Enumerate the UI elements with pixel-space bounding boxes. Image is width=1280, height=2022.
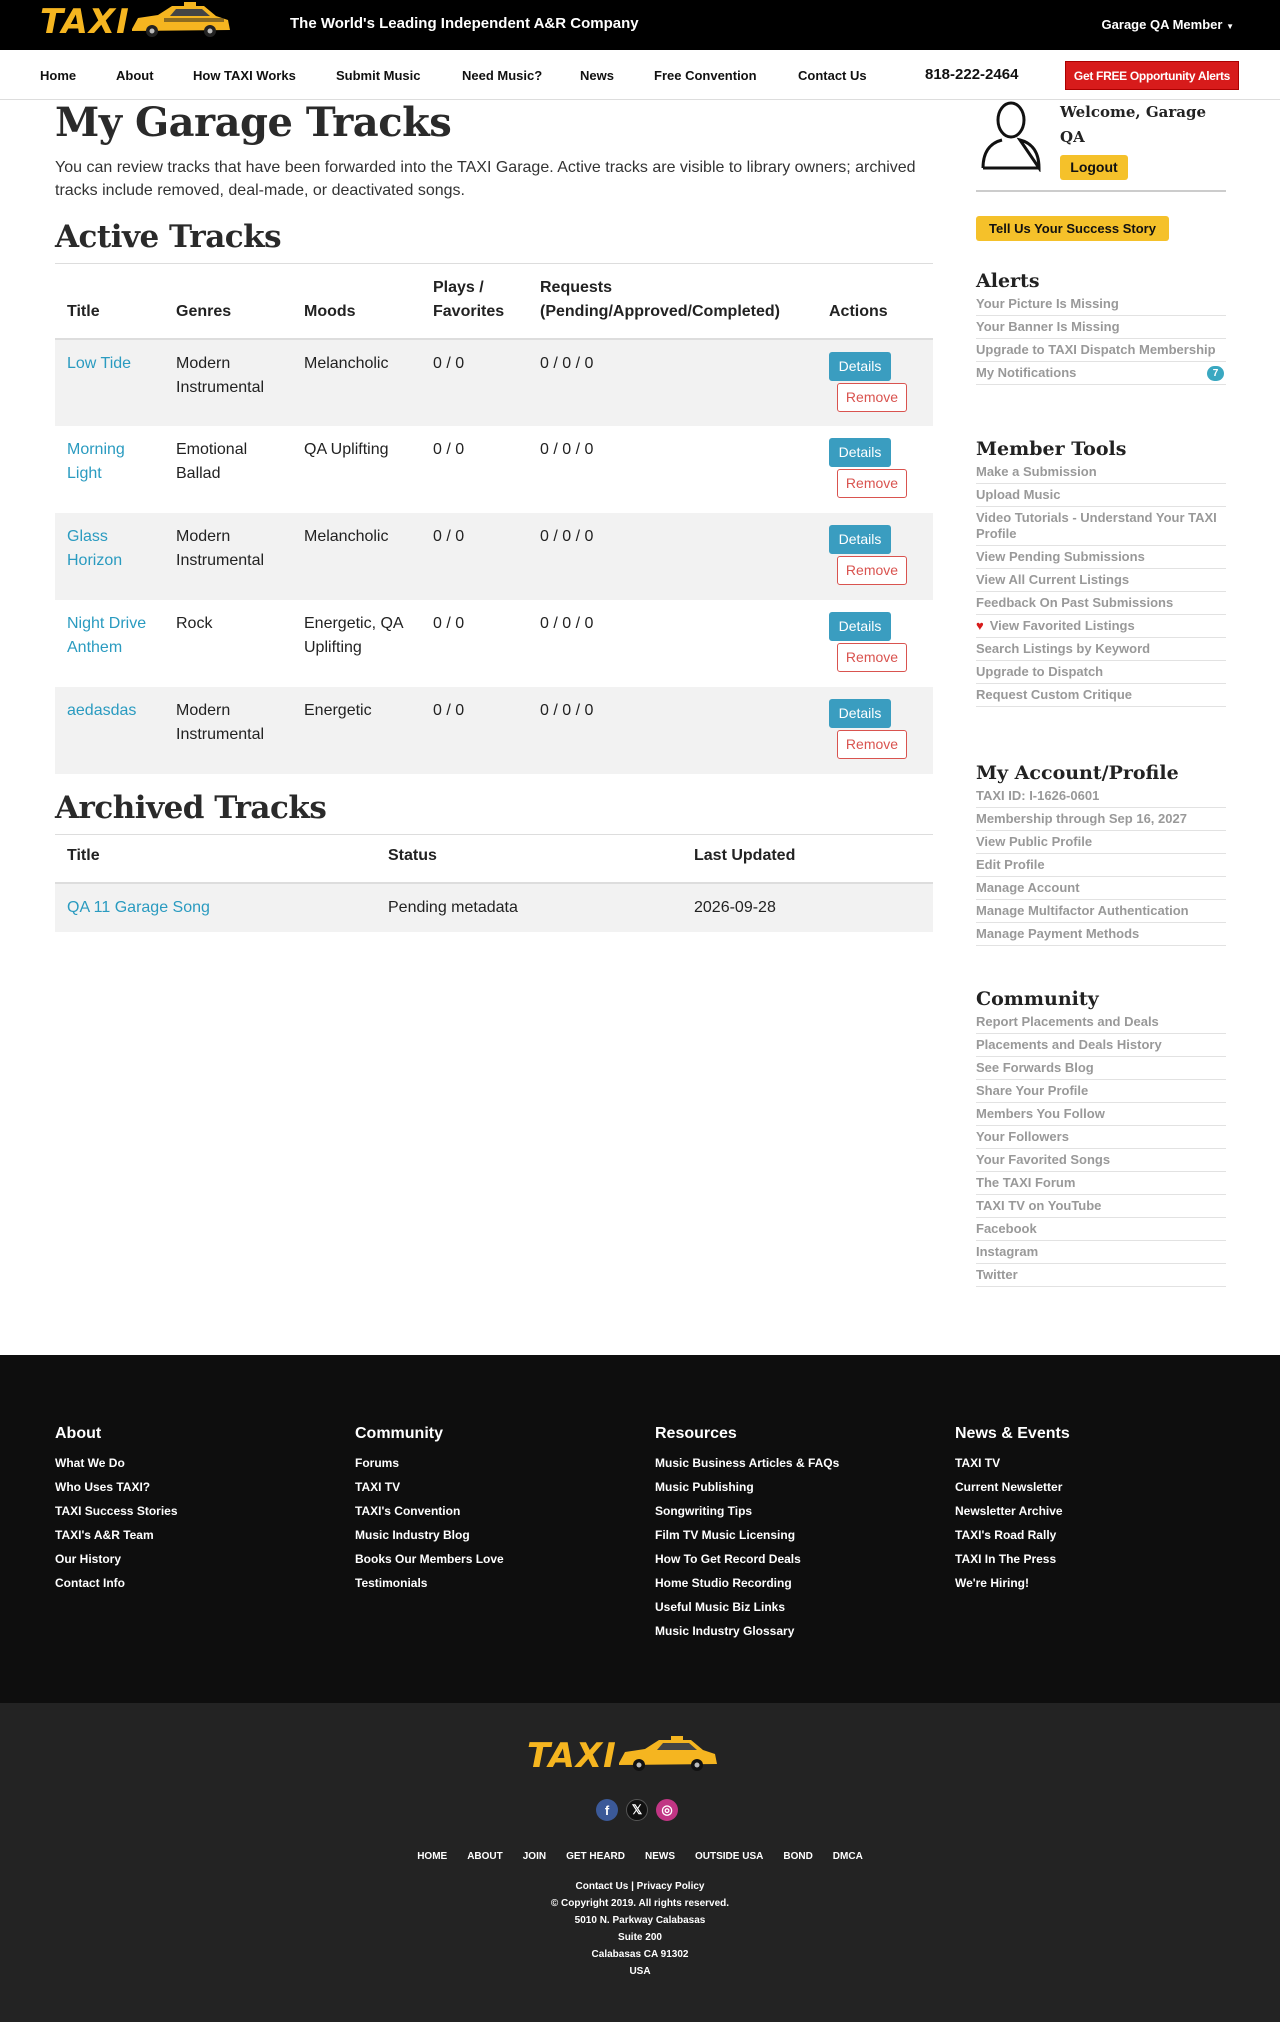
footer-taxi-cab-icon [611,1736,721,1776]
nav-submit-music[interactable]: Submit Music [336,68,421,83]
footer-col-community [355,1425,504,1595]
member-tool-link-label: Request Custom Critique [976,687,1133,702]
success-story-button[interactable]: Tell Us Your Success Story [976,216,1169,241]
footer-link[interactable]: How To Get Record Deals [655,1552,801,1566]
footer-legal [0,1878,1280,1980]
footer-link[interactable]: TAXI TV [955,1456,1001,1470]
heart-icon: ♥ [976,618,984,633]
footer-link[interactable]: We're Hiring! [955,1576,1029,1590]
address-line: 5010 N. Parkway Calabasas [574,1915,706,1926]
footer-link[interactable]: TAXI's A&R Team [55,1528,154,1542]
member-menu-label: Garage QA Member [1101,17,1223,32]
main-content [55,100,933,932]
table-row [55,883,933,932]
footer-col-heading: News & Events [955,1425,1070,1442]
details-button[interactable]: Details [829,352,891,381]
member-tool-link-3[interactable] [976,546,1226,569]
footer-col-heading: Resources [655,1425,737,1442]
nav-about[interactable]: About [116,68,154,83]
track-moods: QA Uplifting [304,440,389,458]
community-link-6[interactable] [976,1149,1226,1172]
track-plays-favorites: 0 / 0 [433,701,465,719]
member-tool-link-label: Search Listings by Keyword [976,641,1151,656]
sidebar-divider [976,190,1226,192]
footer-link[interactable]: Our History [55,1552,122,1566]
member-tool-link-0[interactable] [976,461,1226,484]
footer-col-heading: Community [355,1425,443,1442]
col-moods: Moods [304,302,356,320]
footer-link[interactable]: Film TV Music Licensing [655,1528,796,1542]
track-genres: Modern Instrumental [176,527,265,569]
community-link-7[interactable] [976,1172,1226,1195]
track-actions [817,339,933,426]
page-title: My Garage Tracks [55,99,452,146]
footer-nav-link[interactable]: JOIN [522,1851,547,1862]
archived-track-link[interactable]: QA 11 Garage Song [67,899,210,916]
account-link-6[interactable] [976,923,1226,946]
community-link-2[interactable] [976,1057,1226,1080]
community-section [976,988,1226,1287]
community-link-label: Your Followers [976,1129,1069,1144]
col-title: Title [67,302,100,320]
details-button[interactable]: Details [829,438,891,467]
community-link-label: Facebook [976,1221,1037,1236]
main-nav [0,50,1280,100]
member-tool-link-label: Upgrade to Dispatch [976,664,1104,679]
remove-button[interactable]: Remove [837,643,907,672]
account-link-label: TAXI ID: I-1626-0601 [976,788,1100,803]
track-requests: 0 / 0 / 0 [540,527,594,545]
logout-button[interactable]: Logout [1060,155,1128,180]
track-genres: Emotional Ballad [176,440,248,482]
remove-button[interactable]: Remove [837,469,907,498]
nav-free-convention[interactable]: Free Convention [654,68,757,83]
account-section [976,762,1226,946]
track-plays-favorites: 0 / 0 [433,354,465,372]
footer-link[interactable]: TAXI Success Stories [55,1504,178,1518]
archived-track-updated: 2026-09-28 [694,899,776,916]
footer-logo-text: TAXI [527,1736,617,1776]
alert-picture-missing[interactable]: Your Picture Is Missing [976,293,1226,316]
community-link-label: Twitter [976,1267,1018,1282]
arch-col-status: Status [388,847,437,864]
footer-col-resources [655,1425,839,1643]
track-plays-favorites: 0 / 0 [433,527,465,545]
member-menu[interactable] [1102,17,1234,32]
track-title-cell [55,426,164,513]
community-link-label: TAXI TV on YouTube [976,1198,1102,1213]
track-plays-favorites: 0 / 0 [433,440,465,458]
footer-link[interactable]: Home Studio Recording [655,1576,792,1590]
footer-link[interactable]: Forums [355,1456,400,1470]
track-title-cell [55,687,164,774]
account-link-label: Membership through Sep 16, 2027 [976,811,1187,826]
taxi-logo[interactable] [40,2,234,42]
nav-news[interactable]: News [580,68,614,83]
community-link-9[interactable] [976,1218,1226,1241]
active-tracks-heading: Active Tracks [55,219,282,255]
alert-upgrade-dispatch[interactable]: Upgrade to TAXI Dispatch Membership [976,339,1226,362]
track-requests: 0 / 0 / 0 [540,440,594,458]
member-tool-link-2[interactable] [976,507,1226,546]
footer-nav [0,1846,1280,1864]
account-link-0[interactable] [976,785,1226,808]
member-tool-link-7[interactable] [976,638,1226,661]
table-row [55,339,933,426]
member-tools-section [976,438,1226,707]
track-title-cell [55,339,164,426]
nav-need-music[interactable]: Need Music? [462,68,543,83]
address-line: USA [629,1966,651,1977]
archived-tracks-heading: Archived Tracks [55,789,327,826]
community-link-1[interactable] [976,1034,1226,1057]
active-tracks-table [55,263,933,774]
footer-nav-link[interactable]: ABOUT [467,1851,503,1862]
nav-how-taxi-works[interactable]: How TAXI Works [193,68,296,83]
account-link-label: Manage Multifactor Authentication [976,903,1189,918]
community-link-label: Members You Follow [976,1106,1105,1121]
table-row [55,687,933,774]
archived-tracks-table [55,834,933,933]
track-title-link[interactable]: Morning Light [67,440,125,482]
tagline: The World's Leading Independent A&R Company [290,15,639,32]
member-tool-link-label: Feedback On Past Submissions [976,595,1174,610]
account-link-label: Manage Account [976,880,1080,895]
taxi-cab-icon [124,2,234,42]
phone-number: 818-222-2464 [925,66,1019,83]
my-notifications-label: My Notifications [976,365,1077,380]
remove-button[interactable]: Remove [837,556,907,585]
logo-text: TAXI [40,2,130,42]
footer-links [0,1355,1280,1703]
social-links [596,1799,678,1821]
nav-contact-us[interactable]: Contact Us [798,68,867,83]
footer-link[interactable]: Songwriting Tips [655,1504,753,1518]
footer-nav-link[interactable]: HOME [417,1851,448,1862]
footer-nav-link[interactable]: NEWS [645,1851,675,1862]
track-title-cell [55,600,164,687]
footer-link[interactable]: Music Publishing [655,1480,754,1494]
alert-banner-missing[interactable]: Your Banner Is Missing [976,316,1226,339]
community-link-4[interactable] [976,1103,1226,1126]
col-requests: Requests (Pending/Approved/Completed) [540,278,780,320]
facebook-icon[interactable]: f [596,1799,618,1821]
track-title-link[interactable]: aedasdas [67,701,137,719]
footer-link[interactable]: Current Newsletter [955,1480,1063,1494]
member-tool-link-label: View Favorited Listings [989,618,1135,633]
community-link-label: Your Favorited Songs [976,1152,1111,1167]
member-tool-link-9[interactable] [976,684,1226,707]
archived-track-status: Pending metadata [388,899,518,916]
footer-nav-link[interactable]: GET HEARD [566,1851,625,1862]
track-moods: Energetic, QA Uplifting [304,614,403,656]
community-link-label: The TAXI Forum [976,1175,1076,1190]
footer-link[interactable]: TAXI In The Press [955,1552,1057,1566]
x-twitter-icon[interactable]: 𝕏 [626,1799,648,1821]
footer-link[interactable]: Newsletter Archive [955,1504,1063,1518]
community-heading: Community [976,988,1099,1010]
member-tools-heading: Member Tools [976,438,1127,460]
footer-col-heading: About [55,1425,102,1442]
community-link-3[interactable] [976,1080,1226,1103]
remove-button[interactable]: Remove [837,730,907,759]
arch-col-title: Title [67,847,100,864]
community-link-8[interactable] [976,1195,1226,1218]
details-button[interactable]: Details [829,699,891,728]
opportunity-alerts-button[interactable]: Get FREE Opportunity Alerts [1065,61,1239,90]
table-row [55,426,933,513]
member-tool-link-6[interactable] [976,615,1226,638]
account-link-4[interactable] [976,877,1226,900]
details-button[interactable]: Details [829,525,891,554]
account-link-label: View Public Profile [976,834,1093,849]
community-link-5[interactable] [976,1126,1226,1149]
footer-nav-link[interactable]: OUTSIDE USA [695,1851,764,1862]
instagram-icon[interactable]: ◎ [656,1799,678,1821]
account-link-1[interactable] [976,808,1226,831]
col-actions: Actions [829,302,888,320]
track-moods: Energetic [304,701,372,719]
track-requests: 0 / 0 / 0 [540,354,594,372]
member-tool-link-label: Upload Music [976,487,1061,502]
track-genres: Modern Instrumental [176,701,265,743]
page-intro: You can review tracks that have been forwarded into the TAXI Garage. Active tracks are visible to library owners; archived tracks include removed, deal-made, or deactivated songs. [55,159,916,199]
member-tool-link-4[interactable] [976,569,1226,592]
footer-nav-link[interactable]: BOND [783,1851,813,1862]
community-link-label: Share Your Profile [976,1083,1089,1098]
footer-link[interactable]: Who Uses TAXI? [55,1480,151,1494]
nav-home[interactable]: Home [40,68,77,83]
footer-link[interactable]: TAXI's Road Rally [955,1528,1057,1542]
table-row [55,513,933,600]
account-link-2[interactable] [976,831,1226,854]
track-title-cell [55,513,164,600]
table-row [55,600,933,687]
footer-link[interactable]: Music Industry Glossary [655,1624,795,1638]
track-plays-favorites: 0 / 0 [433,614,465,632]
member-tool-link-8[interactable] [976,661,1226,684]
footer-link[interactable]: Testimonials [355,1576,428,1590]
footer-link[interactable]: Music Industry Blog [355,1528,470,1542]
track-title-link[interactable]: Night Drive Anthem [67,614,147,656]
community-link-11[interactable] [976,1264,1226,1287]
footer-link[interactable]: Music Business Articles & FAQs [655,1456,840,1470]
community-link-label: Report Placements and Deals [976,1014,1159,1029]
footer-link[interactable]: TAXI TV [355,1480,401,1494]
my-notifications-link[interactable] [976,362,1226,385]
alerts-section [976,270,1226,385]
col-genres: Genres [176,302,232,320]
footer-logo[interactable] [527,1736,721,1776]
top-bar [0,0,1280,50]
remove-button[interactable]: Remove [837,383,907,412]
footer-link[interactable]: TAXI's Convention [355,1504,461,1518]
footer-bottom [0,1703,1280,2022]
footer-link[interactable]: Useful Music Biz Links [655,1600,786,1614]
address-line: Calabasas CA 91302 [591,1949,689,1960]
col-plays: Plays / Favorites [433,278,505,320]
welcome-text: Welcome, Garage QA [1060,103,1207,146]
track-title-link[interactable]: Low Tide [67,354,132,372]
caret-down-icon: ▼ [1226,22,1234,31]
track-moods: Melancholic [304,527,389,545]
track-genres: Modern Instrumental [176,354,265,396]
member-tool-link-label: View All Current Listings [976,572,1130,587]
arch-col-updated: Last Updated [694,847,796,864]
account-link-label: Manage Payment Methods [976,926,1140,941]
member-tool-link-label: Make a Submission [976,464,1097,479]
track-title-link[interactable]: Glass Horizon [67,527,123,569]
member-tool-link-label: View Pending Submissions [976,549,1145,564]
footer-link[interactable]: Books Our Members Love [355,1552,504,1566]
account-heading: My Account/Profile [976,762,1179,784]
community-link-label: See Forwards Blog [976,1060,1094,1075]
track-actions [817,687,933,774]
member-tool-link-5[interactable] [976,592,1226,615]
account-link-3[interactable] [976,854,1226,877]
footer-link[interactable]: What We Do [55,1456,125,1470]
track-moods: Melancholic [304,354,389,372]
member-tool-link-1[interactable] [976,484,1226,507]
community-link-0[interactable] [976,1011,1226,1034]
track-requests: 0 / 0 / 0 [540,614,594,632]
track-actions [817,426,933,513]
footer-col-news [955,1425,1070,1595]
copyright-text: © Copyright 2019. All rights reserved. [550,1898,730,1909]
address-line: Suite 200 [618,1932,662,1943]
track-actions [817,600,933,687]
footer-col-about [55,1425,178,1595]
community-link-label: Placements and Deals History [976,1037,1162,1052]
community-link-10[interactable] [976,1241,1226,1264]
account-link-5[interactable] [976,900,1226,923]
contact-privacy-links[interactable]: Contact Us | Privacy Policy [575,1881,705,1892]
footer-nav-link[interactable]: DMCA [832,1851,863,1862]
notification-count-badge: 7 [1207,366,1224,381]
track-requests: 0 / 0 / 0 [540,701,594,719]
account-link-label: Edit Profile [976,857,1045,872]
alerts-heading: Alerts [976,270,1040,292]
footer-link[interactable]: Contact Info [55,1576,125,1590]
member-tool-link-label: Video Tutorials - Understand Your TAXI Profile [976,510,1217,541]
community-link-label: Instagram [976,1244,1039,1259]
track-genres: Rock [176,614,213,632]
details-button[interactable]: Details [829,612,891,641]
track-actions [817,513,933,600]
user-avatar-icon [980,100,1042,172]
